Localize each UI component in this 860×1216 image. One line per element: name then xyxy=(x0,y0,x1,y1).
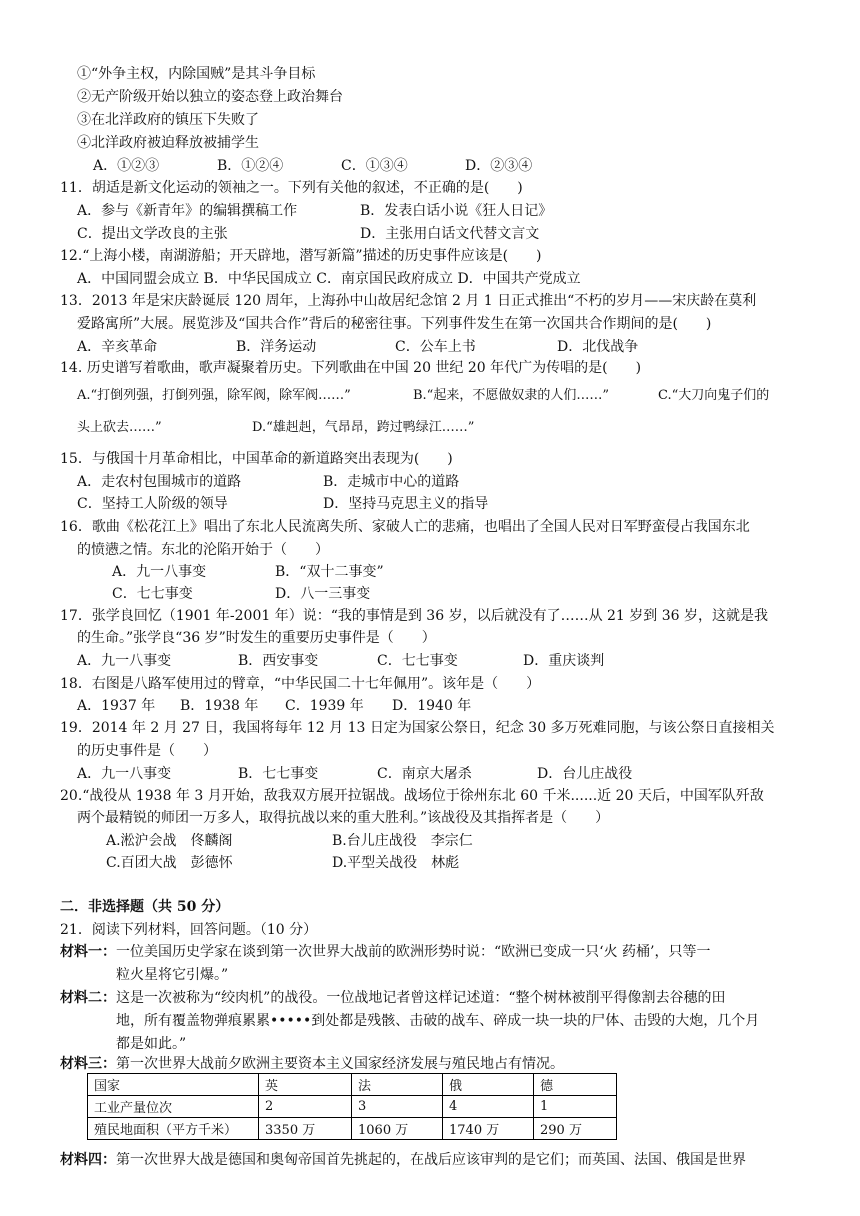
q19-option-b[interactable]: B．七七事变 xyxy=(238,766,319,782)
q21-stem: 21．阅读下列材料，回答问题。（10 分） xyxy=(60,922,318,938)
q18-option-b[interactable]: B．1938 年 xyxy=(180,698,259,714)
table-cell: 2 xyxy=(259,1096,352,1118)
table-cell: 3350 万 xyxy=(259,1118,352,1140)
table-header-cell: 法 xyxy=(352,1074,443,1096)
q10-item-4: ④北洋政府被迫释放被捕学生 xyxy=(77,135,259,151)
q14-stem: 14. 历史谱写着歌曲，歌声凝聚着历史。下列歌曲在中国 20 世纪 20 年代广为传唱的是( ) xyxy=(60,360,642,376)
material-4-text: 第一次世界大战是德国和奥匈帝国首先挑起的，在战后应该审判的是它们；而英国、法国、俄国是世界 xyxy=(116,1152,746,1168)
q10-option-b[interactable]: B．①②④ xyxy=(217,158,284,174)
q14-options-row1 xyxy=(77,386,769,406)
q16-option-b[interactable]: B．“双十二事变” xyxy=(275,564,384,580)
q16-options-row1 xyxy=(112,562,384,582)
q10-option-c[interactable]: C．①③④ xyxy=(341,158,408,174)
material-2-label: 材料二： xyxy=(60,990,116,1006)
q15-option-c[interactable]: C．坚持工人阶级的领导 xyxy=(77,496,228,512)
table-header-cell: 俄 xyxy=(443,1074,534,1096)
material-1-line2: 粒火星将它引爆。” xyxy=(116,967,229,983)
table-header-row xyxy=(88,1074,617,1096)
table-cell: 1740 万 xyxy=(443,1118,534,1140)
q10-item-2: ②无产阶级开始以独立的姿态登上政治舞台 xyxy=(77,89,343,105)
q13-option-b[interactable]: B．洋务运动 xyxy=(236,339,317,355)
table-cell: 1060 万 xyxy=(352,1118,443,1140)
q14-option-a[interactable]: A.“打倒列强，打倒列强，除军阀，除军阀……” xyxy=(77,388,351,403)
q17-option-c[interactable]: C．七七事变 xyxy=(377,653,458,669)
q15-option-d[interactable]: D．坚持马克思主义的指导 xyxy=(323,496,489,512)
q14-options-row2 xyxy=(77,418,474,438)
material-3-label: 材料三： xyxy=(60,1056,116,1072)
material-2-line1 xyxy=(60,988,725,1008)
q11-options-row2 xyxy=(77,224,539,244)
q16-option-d[interactable]: D．八一三事变 xyxy=(275,586,371,602)
q15-options-row1 xyxy=(77,472,459,492)
material-1-text: 一位美国历史学家在谈到第一次世界大战前的欧洲形势时说：“欧洲已变成一只‘火 药桶’，只等一 xyxy=(116,944,711,960)
table-cell: 290 万 xyxy=(534,1118,617,1140)
q13-stem-line2: 爱路寓所”大展。展览涉及“国共合作”背后的秘密往事。下列事件发生在第一次国共合作期间的是( ) xyxy=(77,316,712,332)
table-row xyxy=(88,1096,617,1118)
q13-stem-line1: 13．2013 年是宋庆龄诞辰 120 周年，上海孙中山故居纪念馆 2 月 1 日正式推出“不朽的岁月——宋庆龄在莫利 xyxy=(60,293,757,309)
material-3-text: 第一次世界大战前夕欧洲主要资本主义国家经济发展与殖民地占有情况。 xyxy=(116,1056,564,1072)
q11-option-b[interactable]: B．发表白话小说《狂人日记》 xyxy=(360,203,553,219)
table-row xyxy=(88,1118,617,1140)
q18-options xyxy=(77,696,471,716)
q20-option-c[interactable]: C.百团大战 彭德怀 xyxy=(106,855,233,871)
q12-options[interactable]: A．中国同盟会成立 B．中华民国成立 C．南京国民政府成立 D．中国共产党成立 xyxy=(77,271,581,287)
table-cell: 4 xyxy=(443,1096,534,1118)
material-3-line1 xyxy=(60,1054,564,1074)
q17-options xyxy=(77,651,604,671)
q17-option-a[interactable]: A．九一八事变 xyxy=(77,653,172,669)
table-cell: 殖民地面积（平方千米） xyxy=(88,1118,259,1140)
q11-stem: 11．胡适是新文化运动的领袖之一。下列有关他的叙述，不正确的是( ) xyxy=(60,180,523,196)
q11-option-d[interactable]: D．主张用白话文代替文言文 xyxy=(360,226,540,242)
material-4-label: 材料四： xyxy=(60,1152,116,1168)
q11-options-row1 xyxy=(77,201,552,221)
q19-option-c[interactable]: C．南京大屠杀 xyxy=(377,766,472,782)
q13-option-c[interactable]: C．公车上书 xyxy=(395,339,476,355)
q16-stem-line1: 16．歌曲《松花江上》唱出了东北人民流离失所、家破人亡的悲痛，也唱出了全国人民对日军野蛮侵占我国东北 xyxy=(60,519,750,535)
q20-option-b[interactable]: B.台儿庄战役 李宗仁 xyxy=(332,833,473,849)
q10-item-1: ①“外争主权，内除国贼”是其斗争目标 xyxy=(77,66,316,82)
q19-options xyxy=(77,764,632,784)
q14-option-d[interactable]: D.“雄赳赳，气昂昂，跨过鸭绿江……” xyxy=(252,420,475,435)
q14-option-b[interactable]: B.“起来，不愿做奴隶的人们……” xyxy=(413,388,609,403)
q17-stem-line2: 的生命。”张学良“36 岁”时发生的重要历史事件是（ ） xyxy=(77,630,436,646)
table-header-cell: 英 xyxy=(259,1074,352,1096)
q13-options xyxy=(77,337,638,357)
q10-options xyxy=(93,156,532,176)
q10-option-d[interactable]: D．②③④ xyxy=(465,158,533,174)
table-header-cell: 德 xyxy=(534,1074,617,1096)
q17-option-d[interactable]: D．重庆谈判 xyxy=(523,653,605,669)
q19-stem-line1: 19．2014 年 2 月 27 日，我国将每年 12 月 13 日定为国家公祭日，纪念 30 多万死难同胞，与该公祭日直接相关 xyxy=(60,720,775,736)
q15-option-a[interactable]: A．走农村包围城市的道路 xyxy=(77,474,242,490)
q20-stem-line1: 20.“战役从 1938 年 3 月开始，敌我双方展开拉锯战。战场位于徐州东北 60 千米......近 20 天后，中国军队歼敌 xyxy=(60,788,764,804)
q18-option-d[interactable]: D．1940 年 xyxy=(392,698,472,714)
material-2-line2: 地，所有覆盖物弹痕累累•••••到处都是残骸、击破的战车、碎成一块一块的尸体、击毁的大炮，几个月 xyxy=(116,1013,760,1029)
economy-colony-table xyxy=(87,1073,617,1140)
q14-option-c[interactable]: C.“大刀向鬼子们的 xyxy=(658,388,770,403)
q15-option-b[interactable]: B．走城市中心的道路 xyxy=(323,474,460,490)
q12-stem: 12.“上海小楼，南湖游船；开天辟地，潜写新篇”描述的历史事件应该是( ) xyxy=(60,248,542,264)
q13-option-d[interactable]: D．北伐战争 xyxy=(557,339,639,355)
material-1-line1 xyxy=(60,942,711,962)
q19-stem-line2: 的历史事件是（ ） xyxy=(77,743,217,759)
q20-options-row1 xyxy=(106,831,473,851)
material-2-line3: 都是如此。” xyxy=(116,1036,187,1052)
q10-option-a[interactable]: A．①②③ xyxy=(93,158,160,174)
q15-stem: 15．与俄国十月革命相比，中国革命的新道路突出表现为( ) xyxy=(60,451,453,467)
q18-option-c[interactable]: C．1939 年 xyxy=(285,698,364,714)
table-cell: 1 xyxy=(534,1096,617,1118)
q20-option-a[interactable]: A.淞沪会战 佟麟阁 xyxy=(106,833,233,849)
q20-stem-line2: 两个最精锐的师团一万多人，取得抗战以来的重大胜利。”该战役及其指挥者是（ ） xyxy=(77,810,610,826)
q14-option-c-cont: 头上砍去……” xyxy=(77,420,162,435)
q19-option-d[interactable]: D．台儿庄战役 xyxy=(537,766,633,782)
q20-option-d[interactable]: D.平型关战役 林彪 xyxy=(332,855,460,871)
material-2-text: 这是一次被称为“绞肉机”的战役。一位战地记者曾这样记述道：“整个树林被削平得像割去谷穗的田 xyxy=(116,990,726,1006)
table-header-cell: 国家 xyxy=(88,1074,259,1096)
q11-option-a[interactable]: A．参与《新青年》的编辑撰稿工作 xyxy=(77,203,298,219)
q15-options-row2 xyxy=(77,494,488,514)
q17-option-b[interactable]: B．西安事变 xyxy=(238,653,319,669)
q20-options-row2 xyxy=(106,853,459,873)
q18-option-a[interactable]: A．1937 年 xyxy=(77,698,156,714)
table-cell: 3 xyxy=(352,1096,443,1118)
q16-option-a[interactable]: A．九一八事变 xyxy=(112,564,207,580)
q17-stem-line1: 17．张学良回忆（1901 年-2001 年）说：“我的事情是到 36 岁，以后就没有了……从 21 岁到 36 岁，这就是我 xyxy=(60,608,769,624)
q16-options-row2 xyxy=(112,584,370,604)
q18-stem: 18．右图是八路军使用过的臂章，“中华民国二十七年佩用”。该年是（ ） xyxy=(60,676,541,692)
q11-option-c[interactable]: C．提出文学改良的主张 xyxy=(77,226,228,242)
q10-item-3: ③在北洋政府的镇压下失败了 xyxy=(77,112,259,128)
section-title: 二．非选择题（共 50 分） xyxy=(60,899,230,915)
table-cell: 工业产量位次 xyxy=(88,1096,259,1118)
material-4-line1 xyxy=(60,1150,746,1170)
q19-option-a[interactable]: A．九一八事变 xyxy=(77,766,172,782)
q16-stem-line2: 的愤懑之情。东北的沦陷开始于（ ） xyxy=(77,542,329,558)
q16-option-c[interactable]: C．七七事变 xyxy=(112,586,193,602)
q13-option-a[interactable]: A．辛亥革命 xyxy=(77,339,158,355)
material-1-label: 材料一： xyxy=(60,944,116,960)
